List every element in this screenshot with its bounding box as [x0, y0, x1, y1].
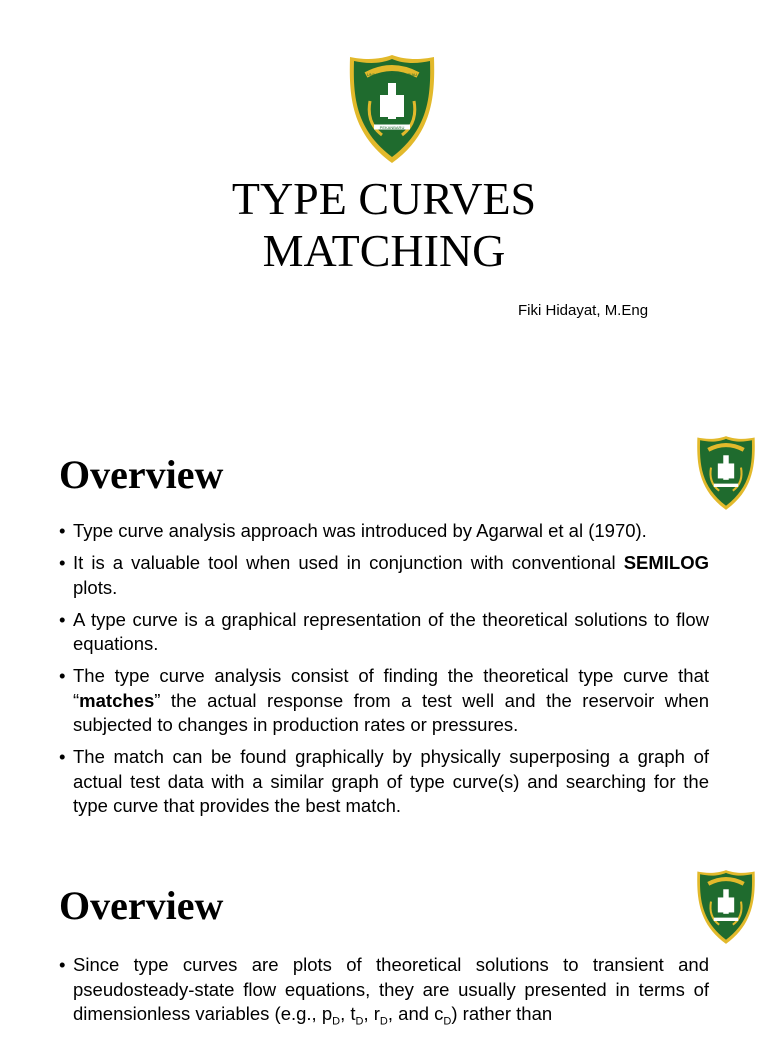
overview-slide	[0, 405, 768, 845]
university-emblem	[696, 866, 756, 948]
university-emblem	[348, 53, 436, 165]
list-item: • The match can be found graphically by physically superposing a graph of actual test data with a similar graph of type curve(s) and searching for the type curve that provides the best match.	[59, 745, 709, 819]
svg-text:UNIVERSITAS ISLAM RIAU: UNIVERSITAS ISLAM RIAU	[366, 72, 418, 77]
slide-heading: Overview	[59, 452, 224, 497]
list-item: • The type curve analysis consist of finding the theoretical type curve that “matches” the actual response from a test well and the reservoir when subjected to changes in production rates or pressures.	[59, 664, 709, 738]
presentation-title	[0, 173, 768, 277]
title-line-2: MATCHING	[262, 225, 506, 276]
university-emblem	[696, 433, 756, 513]
slide-heading: Overview	[59, 883, 224, 928]
bullet-list	[59, 953, 709, 1042]
list-item: • It is a valuable tool when used in conjunction with conventional SEMILOG plots.	[59, 551, 709, 600]
svg-text:PEKANBARU: PEKANBARU	[379, 125, 405, 130]
list-item: • A type curve is a graphical representation of the theoretical solutions to flow equations.	[59, 608, 709, 657]
overview-slide-2	[0, 845, 768, 1028]
title-slide	[0, 0, 768, 405]
list-item: • Since type curves are plots of theoretical solutions to transient and pseudosteady-state flow equations, they are usually presented in terms of dimensionless variables (e.g., $p_D$, $t_D$, $r_D$, and $c_D$) rather than	[59, 953, 709, 1034]
author-name: Fiki Hidayat, M.Eng	[518, 302, 649, 319]
bullet-list	[59, 519, 709, 826]
title-line-1: TYPE CURVES	[231, 173, 537, 224]
list-item: • Type curve analysis approach was introduced by Agarwal et al (1970).	[59, 519, 709, 544]
